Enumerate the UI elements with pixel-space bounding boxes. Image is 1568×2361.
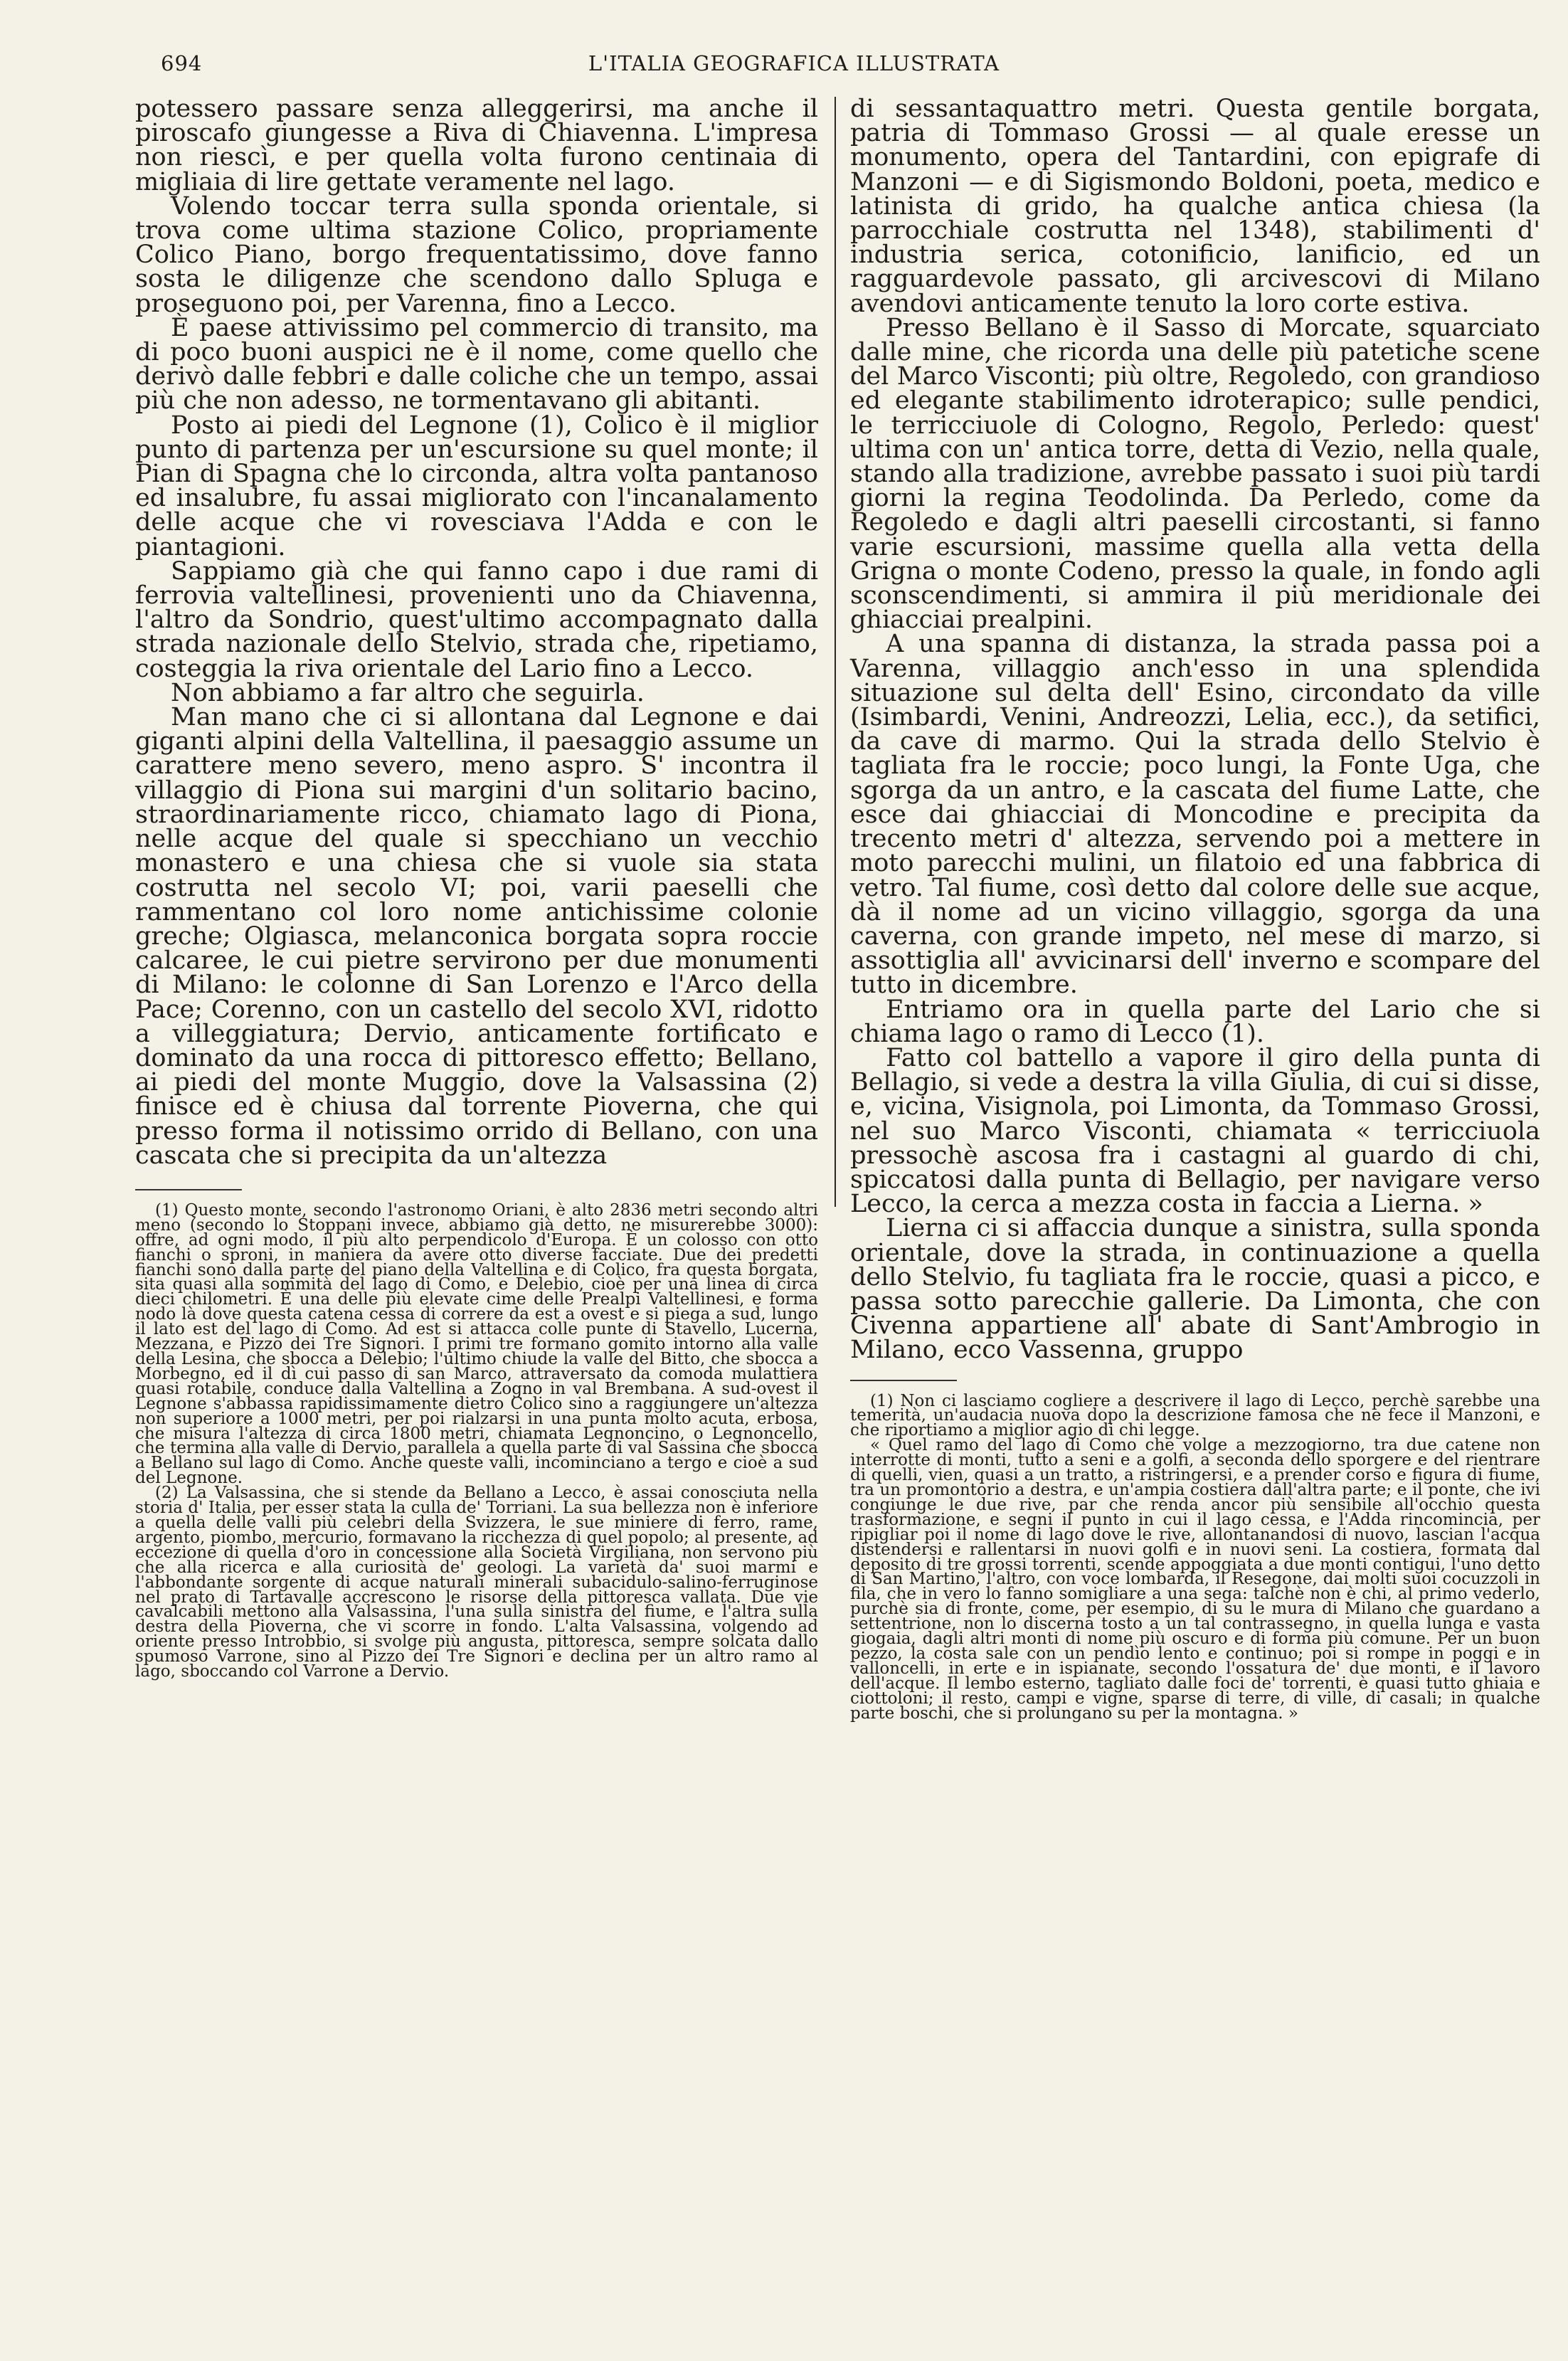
paragraph: Presso Bellano è il Sasso di Morcate, squarciato dalle mine, che ricorda una delle più patetiche scene del Marco Visconti; più oltre, Regoledo, con grandioso ed elegante stabilimento idroterapico; sulle pendici, le terricciuole di Cologno, Regolo, Perledo: quest' ultima con un' antica torre, detta di Vezio, nella quale, stando alla tradizione, avrebbe passato i suoi più tardi giorni la regina Teodolinda. Da Perledo, come da Regoledo e dagli altri paeselli circostanti, si fanno varie escursioni, massime quella alla vetta della Grigna o monte Codeno, presso la quale, in fondo agli sconscendimenti, si ammira il più meridionale dei ghiacciai prealpini. (850, 313, 1540, 635)
paragraph: È paese attivissimo pel commercio di transito, ma di poco buoni auspici ne è il nome, come quello che derivò dalle febbri e dalle coliche che un tempo, assai più che non adesso, ne tormentavano gli abitanti. (135, 313, 818, 416)
paragraph: Sappiamo già che qui fanno capo i due rami di ferrovia valtellinesi, provenienti uno da Chiavenna, l'altro da Sondrio, quest'ultimo accompagnato dalla strada nazionale dello Stelvio, strada che, ripetiamo, costeggia la riva orientale del Lario fino a Lecco. (135, 556, 818, 683)
left-body-text (135, 97, 818, 1168)
left-footnotes (135, 1200, 818, 1681)
footnote: (2) La Valsassina, che si stende da Bellano a Lecco, è assai conosciuta nella storia d' Italia, per esser stata la culla de' Torriani. La sua bellezza non è inferiore a quella delle valli più celebri della Svizzera, le sue miniere di ferro, rame, argento, piombo, mercurio, formavano la ricchezza di quel popolo; al presente, ad eccezione di quella d'oro in concessione alla Società Virgiliana, non servono più che alla ricerca e alla curiosità de' geologi. La varietà da' suoi marmi e l'abbondante sorgente di acque naturali minerali subacidulo-salino-ferruginose nel prato di Tartavalle accrescono le risorse della pittoresca vallata. Due vie cavalcabili mettono alla Valsassina, l'una sulla sinistra del fiume, e l'altra sulla destra della Pioverna, che vi scorre in fondo. L'alta Valsassina, volgendo ad oriente presso Introbbio, si svolge più angusta, pittoresca, sempre solcata dallo spumoso Varrone, sino al Pizzo dei Tre Signori e declina per un altro ramo al lago, sboccando col Varrone a Dervio. (135, 1484, 818, 1681)
paragraph: di sessantaquattro metri. Questa gentile borgata, patria di Tommaso Grossi — al quale eresse un monumento, opera del Tantardini, con epigrafe di Manzoni — e di Sigismondo Boldoni, poeta, medico e latinista di grido, ha qualche antica chiesa (la parrocchiale costrutta nel 1348), stabilimenti d' industria serica, cotonificio, lanificio, ed un ragguardevole passato, gli arcivescovi di Milano avendovi anticamente tenuto la loro corte estiva. (850, 95, 1540, 318)
left-column (135, 97, 818, 1679)
paragraph: Posto ai piedi del Legnone (1), Colico è il miglior punto di partenza per un'escursione su quel monte; il Pian di Spagna che lo circonda, altra volta pantanoso ed insalubre, fu assai migliorato con l'incanalamento delle acque che vi rovesciava l'Adda e con le piantagioni. (135, 411, 818, 561)
footnote: (1) Questo monte, secondo l'astronomo Oriani, è alto 2836 metri secondo altri meno (secondo lo Stoppani invece, abbiamo già detto, ne misurerebbe 3000): offre, ad ogni modo, il più alto perpendicolo d'Europa. È un colosso con otto fianchi o sproni, in maniera da avere otto diverse facciate. Due dei predetti fianchi sono dalla parte del piano della Valtellina e di Colico, fra questa borgata, sita quasi alla sommità del lago di Como, e Delebio, cioè per una linea di circa dieci chilometri. È una delle più elevate cime delle Prealpi Valtellinesi, e forma nodo là dove questa catena cessa di correre da est a ovest e si piega a sud, lungo il lato est del lago di Como. Ad est si attacca colle punte di Stavello, Lucerna, Mezzana, e Pizzo dei Tre Signori. I primi tre formano gomito intorno alla valle della Lesina, che sbocca a Delebio; l'ultimo chiude la valle del Bitto, che sbocca a Morbegno, ed il dì cui passo di san Marco, attraversato da comoda mulattiera quasi rotabile, conduce dalla Valtellina a Zogno in val Brembana. A sud-ovest il Legnone s'abbassa rapidissimamente dietro Colico sino a raggiungere un'altezza non superiore a 1000 metri, per poi rialzarsi in una punta molto acuta, erbosa, che misura l'altezza di circa 1800 metri, chiamata Legnoncino, o Legnoncello, che termina alla valle di Dervio, parallela a quella parte di val Sassina che sbocca a Bellano sul lago di Como. Anche queste valli, incominciano a tergo e cioè a sud del Legnone. (135, 1200, 818, 1488)
footnote: « Quel ramo del lago di Como che volge a mezzogiorno, tra due catene non interrotte di monti, tutto a seni e a golfi, a seconda dello sporgere e del rientrare di quelli, vien, quasi a un tratto, a ristringersi, e a prender corso e figura di fiume, tra un promontorio a destra, e un'ampia costiera dall'altra parte; e il ponte, che ivi congiunge le due rive, par che renda ancor più sensibile all'occhio questa trasformazione, e segni il punto in cui il lago cessa, e l'Adda rincomincia, per ripigliar poi il nome di lago dove le rive, allontanandosi di nuovo, lascian l'acqua distendersi e rallentarsi in nuovi golfi e in nuovi seni. La costiera, formata dal deposito di tre grossi torrenti, scende appoggiata a due monti contigui, l'uno detto di San Martino, l'altro, con voce lombarda, il Resegone, dai molti suoi cocuzzoli in fila, che in vero lo fanno somigliare a una sega: talchè non è chi, al primo vederlo, purchè sia di fronte, come, per esempio, di su le mura di Milano che guardano a settentrione, non lo discerna tosto a un tal contrassegno, in quella lunga e vasta giogaia, dagli altri monti di nome più oscuro e di forma più comune. Per un buon pezzo, la costa sale con un pendìo lento e continuo; poi si rompe in poggi e in valloncelli, in erte e in ispianate, secondo l'ossatura de' due monti, e il lavoro dell'acque. Il lembo esterno, tagliato dalle foci de' torrenti, è quasi tutto ghiaia e ciottoloni; il resto, campi e vigne, sparse di terre, di ville, di casali; in qualche parte boschi, che si prolungano su per la montagna. » (850, 1436, 1540, 1723)
footnote: (1) Non ci lasciamo cogliere a descrivere il lago di Lecco, perchè sarebbe una temerità, un'audacia nuova dopo la descrizione famosa che ne fece il Manzoni, e che riportiamo a miglior agio di chi legge. (850, 1391, 1540, 1440)
running-title: L'ITALIA GEOGRAFICA ILLUSTRATA (588, 51, 1000, 75)
right-body-text (850, 97, 1540, 1363)
paragraph: A una spanna di distanza, la strada passa poi a Varenna, villaggio anch'esso in una splendida situazione sul delta dell' Esino, circondato da ville (Isimbardi, Venini, Andreozzi, Lelia, ecc.), da setifici, da cave di marmo. Qui la strada dello Stelvio è tagliata fra le roccie; poco lungi, la Fonte Uga, che sgorga da un antro, e la cascata del fiume Latte, che esce dai ghiacciai di Moncodine e precipita da trecento metri d' altezza, servendo poi a mettere in moto parecchi mulini, un filatoio ed una fabbrica di vetro. Tal fiume, così detto dal colore delle sue acque, dà il nome ad un vicino villaggio, sgorga da una caverna, con grande impeto, nel mese di marzo, si assottiglia all' avvicinarsi dell' inverno e scompare del tutto in dicembre. (850, 630, 1540, 1000)
paragraph: Man mano che ci si allontana dal Legnone e dai giganti alpini della Valtellina, il paesaggio assume un carattere meno severo, meno aspro. S' incontra il villaggio di Piona sui margini d'un solitario bacino, straordinariamente ricco, chiamato lago di Piona, nelle acque del quale si specchiano un vecchio monastero e una chiesa che si vuole sia stata costrutta nel secolo VI; poi, varii paeselli che rammentano col loro nome antichissime colonie greche; Olgiasca, melanconica borgata sopra roccie calcaree, le cui pietre servirono per due monumenti di Milano: le colonne di San Lorenzo e l'Arco della Pace; Corenno, con un castello del secolo XVI, ridotto a villeggiatura; Dervio, anticamente fortificato e dominato da una rocca di pittoresco effetto; Bellano, ai piedi del monte Muggio, dove la Valsassina (2) finisce ed è chiusa dal torrente Pioverna, che qui presso forma il notissimo orrido di Bellano, con una cascata che si precipita da un'altezza (135, 703, 818, 1170)
page-number: 694 (161, 51, 203, 75)
footnote-separator (850, 1380, 957, 1381)
right-footnotes (850, 1391, 1540, 1723)
footnote-separator (135, 1189, 242, 1190)
paragraph: Volendo toccar terra sulla sponda orientale, si trova come ultima stazione Colico, propriamente Colico Piano, borgo frequentatissimo, dove fanno sosta le diligenze che scendono dallo Spluga e proseguono poi, per Varenna, fino a Lecco. (135, 191, 818, 318)
paragraph: Non abbiamo a far altro che seguirla. (171, 678, 645, 707)
paragraph: Entriamo ora in quella parte del Lario che si chiama lago o ramo di Lecco (1). (850, 995, 1540, 1048)
paragraph: Lierna ci si affaccia dunque a sinistra, sulla sponda orientale, dove la strada, in continuazione a quella dello Stelvio, fu tagliata fra le roccie, quasi a picco, e passa sotto parecchie gallerie. Da Limonta, che con Civenna appartiene all' abate di Sant'Ambrogio in Milano, ecco Vassenna, gruppo (850, 1214, 1540, 1365)
page-header (161, 51, 1427, 85)
paragraph: Fatto col battello a vapore il giro della punta di Bellagio, si vede a destra la villa Giulia, di cui si disse, e, vicina, Visignola, poi Limonta, da Tommaso Grossi, nel suo Marco Visconti, chiamata « terricciuola pressochè ascosa fra i castagni al guardo di chi, spiccatosi dalla punta di Bellagio, per navigare verso Lecco, la cerca a mezza costa in faccia a Lierna. » (850, 1043, 1540, 1219)
right-column (850, 97, 1540, 1721)
paragraph: potessero passare senza alleggerirsi, ma anche il piroscafo giungesse a Riva di Chiavenna. L'impresa non riescì, e per quella volta furono centinaia di migliaia di lire gettate veramente nel lago. (135, 95, 818, 196)
column-divider (835, 97, 836, 1207)
